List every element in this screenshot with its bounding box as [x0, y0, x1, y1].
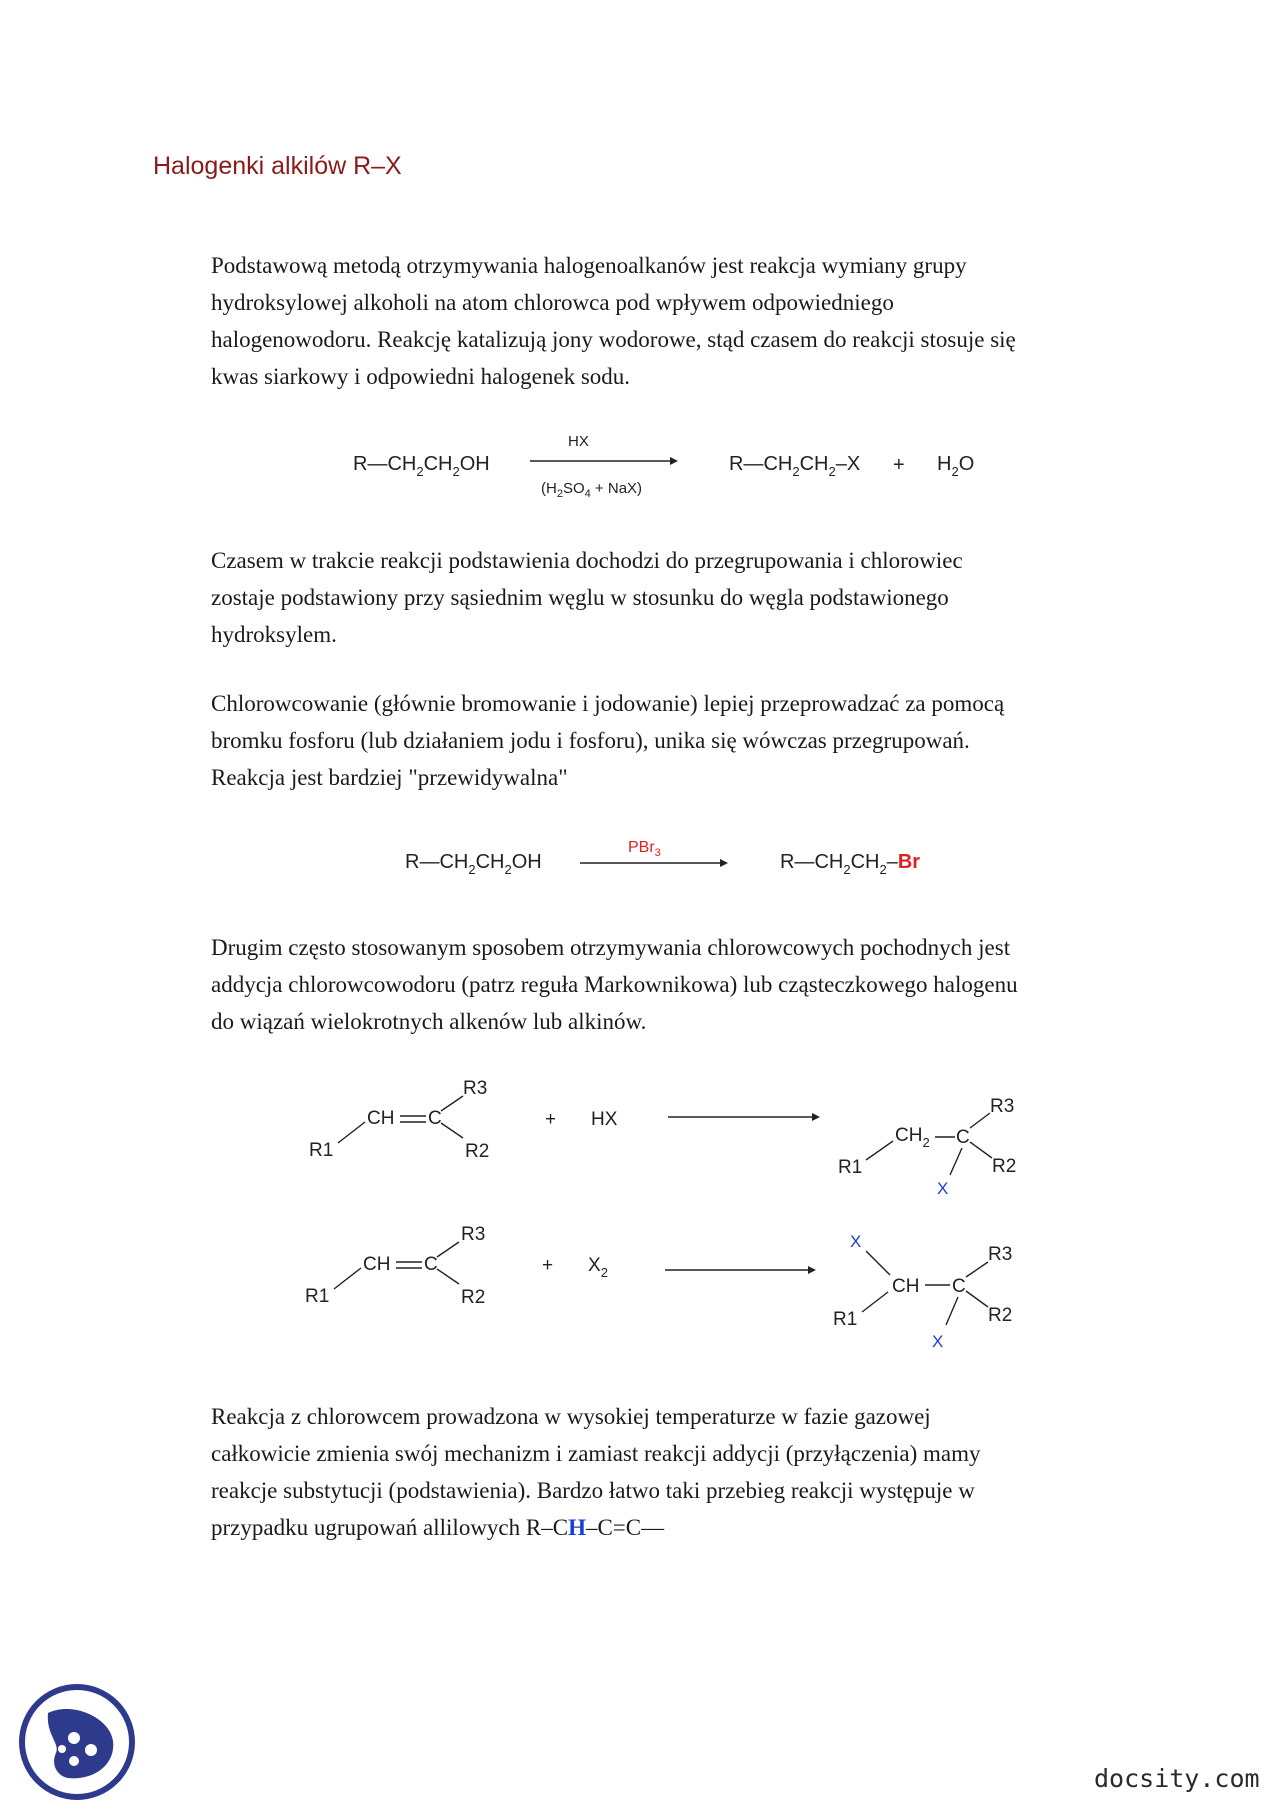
- substituent-r1: R1: [309, 1140, 334, 1161]
- text-line: kwas siarkowy i odpowiedni halogenek sodu.: [211, 364, 631, 389]
- text-line: Reakcja jest bardziej "przewidywalna": [211, 765, 568, 790]
- halogen-x: X: [932, 1332, 944, 1351]
- reaction1-reactant: $R—CH_2CH_2OH$: [353, 453, 490, 479]
- text-line: Podstawową metodą otrzymywania halogenoalkanów jest reakcja wymiany grupy: [211, 253, 967, 278]
- reaction-pbr3-diagram: [0, 830, 1280, 890]
- allyl-prefix: przypadku ugrupowań allilowych R–C: [211, 1515, 569, 1540]
- halogen-x: X: [937, 1179, 949, 1198]
- atom-c: C: [952, 1276, 966, 1297]
- substituent-r2: R2: [465, 1141, 490, 1162]
- substituent-r3: R3: [463, 1078, 488, 1099]
- paragraph-substitution: [211, 1398, 1131, 1546]
- bond: [866, 1251, 890, 1275]
- allyl-suffix: –C=C—: [585, 1515, 665, 1540]
- reagent-x2: $X_2$: [588, 1255, 608, 1280]
- reaction2-reactant: $R—CH_2CH_2OH$: [405, 851, 542, 877]
- substituent-r1: R1: [833, 1309, 858, 1330]
- bond: [338, 1122, 365, 1143]
- text-line: hydroksylem.: [211, 622, 337, 647]
- halogen-x: X: [850, 1232, 862, 1251]
- paragraph-addition: [211, 929, 1131, 1040]
- atom-ch: CH: [363, 1254, 391, 1275]
- atom-c: C: [956, 1127, 970, 1148]
- plus-sign: +: [893, 454, 905, 476]
- reaction-hx-diagram: [0, 425, 1280, 505]
- reaction1-reagent-above: HX: [568, 433, 589, 450]
- plus-sign: +: [542, 1255, 554, 1276]
- text-line-allyl: [211, 1509, 1131, 1546]
- bond: [946, 1297, 958, 1325]
- bond: [970, 1142, 992, 1158]
- reaction2-reagent: PBr$_3$: [628, 839, 661, 859]
- bond: [437, 1269, 459, 1284]
- reaction-alkene-x2-diagram: [0, 1215, 1280, 1365]
- substituent-r3: R3: [990, 1096, 1015, 1117]
- text-line: Drugim często stosowanym sposobem otrzymywania chlorowcowych pochodnych jest: [211, 935, 1011, 960]
- substituent-r3: R3: [988, 1244, 1013, 1265]
- atom-c: C: [428, 1108, 442, 1129]
- text-line: halogenowodoru. Reakcję katalizują jony wodorowe, stąd czasem do reakcji stosuje się: [211, 327, 1016, 352]
- atom-ch: CH: [367, 1108, 395, 1129]
- bond: [334, 1268, 361, 1289]
- bond: [866, 1141, 893, 1160]
- text-line: bromku fosforu (lub działaniem jodu i fosforu), unika się wówczas przegrupowań.: [211, 728, 970, 753]
- docsity-logo-icon[interactable]: [18, 1683, 136, 1801]
- arrow-head: [720, 859, 728, 867]
- arrow-head: [670, 457, 678, 465]
- arrow-head: [812, 1113, 820, 1121]
- substituent-r3: R3: [461, 1224, 486, 1245]
- text-line: zostaje podstawiony przy sąsiednim węglu w stosunku do węgla podstawionego: [211, 585, 949, 610]
- substituent-r2: R2: [992, 1156, 1017, 1177]
- bond: [441, 1123, 463, 1138]
- substituent-r2: R2: [461, 1287, 486, 1308]
- text-line: Czasem w trakcie reakcji podstawienia dochodzi do przegrupowania i chlorowiec: [211, 548, 963, 573]
- reaction1-water: $H_2O$: [937, 453, 975, 479]
- text-line: całkowicie zmienia swój mechanizm i zamiast reakcji addycji (przyłączenia) mamy: [211, 1441, 981, 1466]
- allyl-h-highlight: H: [568, 1515, 586, 1540]
- bond: [441, 1096, 463, 1111]
- text-line: hydroksylowej alkoholi na atom chlorowca pod wpływem odpowiedniego: [211, 290, 894, 315]
- reaction-alkene-hx-diagram: [0, 1065, 1280, 1215]
- text-line: do wiązań wielokrotnych alkenów lub alkinów.: [211, 1009, 647, 1034]
- bond: [966, 1291, 988, 1307]
- text-line: addycja chlorowcowodoru (patrz reguła Markownikowa) lub cząsteczkowego halogenu: [211, 972, 1018, 997]
- paragraph-rearrangement: [211, 542, 1131, 653]
- bond: [950, 1148, 962, 1175]
- text-line: Chlorowcowanie (głównie bromowanie i jodowanie) lepiej przeprowadzać za pomocą: [211, 691, 1005, 716]
- bond: [966, 1262, 988, 1277]
- plus-sign: +: [545, 1109, 557, 1130]
- reagent-hx: HX: [591, 1109, 618, 1130]
- atom-ch: CH: [892, 1276, 920, 1297]
- bond: [437, 1242, 459, 1257]
- docsity-brand-link[interactable]: docsity.com: [1094, 1764, 1260, 1793]
- reaction1-conditions-below: $(H_2SO_4 + NaX)$: [541, 480, 643, 500]
- reaction1-product: $R—CH_2CH_2-X$: [729, 453, 861, 479]
- paragraph-bromination: [211, 685, 1131, 796]
- reaction2-product: $R—CH_2CH_2-Br$: [780, 851, 921, 877]
- text-line: reakcje substytucji (podstawienia). Bardzo łatwo taki przebieg reakcji występuje w: [211, 1478, 975, 1503]
- paragraph-intro: [211, 247, 1131, 395]
- substituent-r1: R1: [305, 1286, 330, 1307]
- atom-c: C: [424, 1254, 438, 1275]
- page-title: Halogenki alkilów R–X: [153, 152, 402, 180]
- bond: [970, 1113, 990, 1128]
- substituent-r1: R1: [838, 1157, 863, 1178]
- text-line: Reakcja z chlorowcem prowadzona w wysokiej temperaturze w fazie gazowej: [211, 1404, 931, 1429]
- atom-ch2: $CH_2$: [895, 1125, 930, 1150]
- bond: [862, 1292, 888, 1312]
- substituent-r2: R2: [988, 1305, 1013, 1326]
- arrow-head: [808, 1266, 816, 1274]
